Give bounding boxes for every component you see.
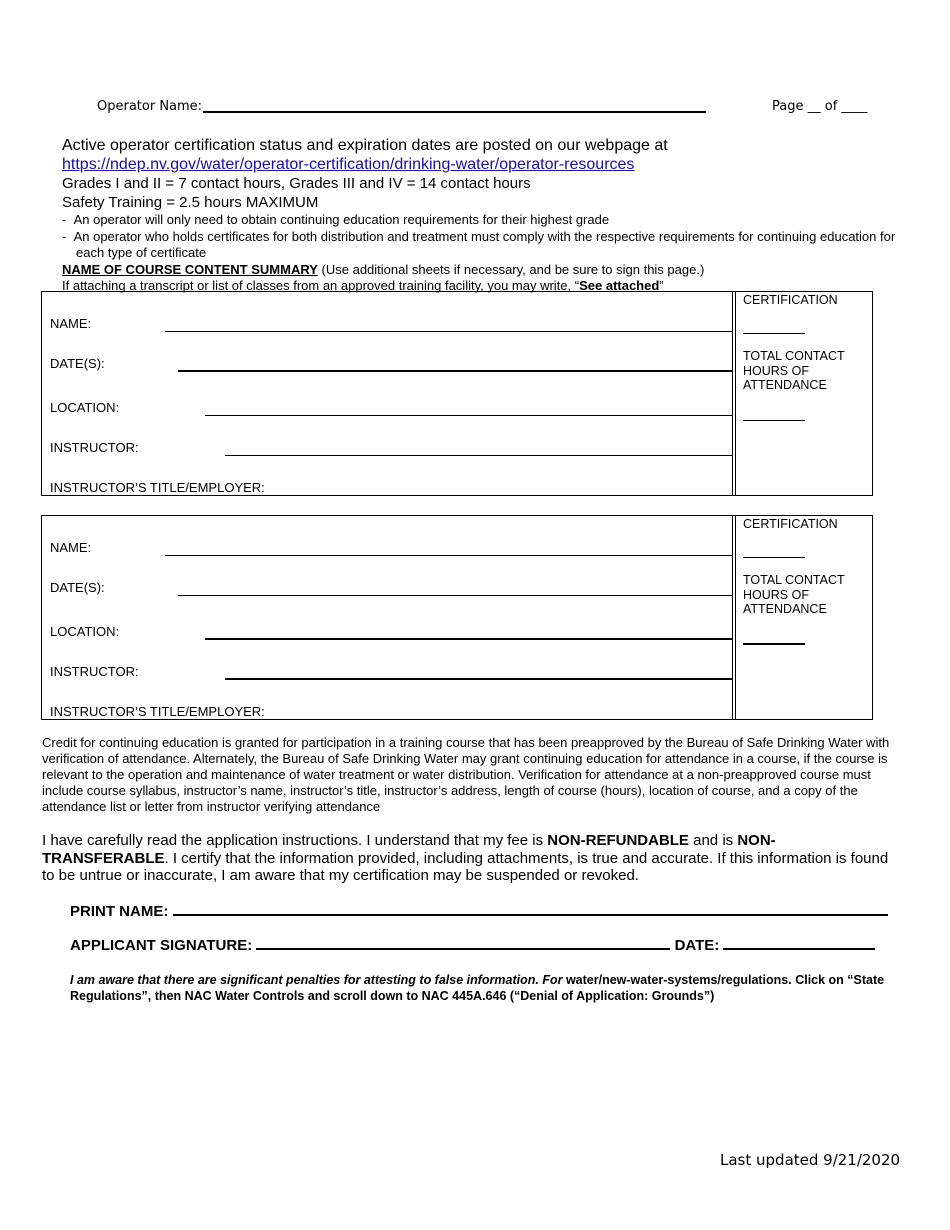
course-instructor-field[interactable] xyxy=(225,455,732,456)
course-box-2 xyxy=(41,515,873,720)
name-label: NAME: xyxy=(50,540,92,555)
summary-note: (Use additional sheets if necessary, and be sure to sign this page.) xyxy=(321,261,705,277)
resources-link[interactable]: https://ndep.nv.gov/water/operator-certification/drinking-water/operator-resources xyxy=(62,156,635,173)
location-label: LOCATION: xyxy=(50,624,120,639)
bullet-item: - An operator will only need to obtain continuing education requirements for their highest grade xyxy=(62,212,610,227)
operator-name-field[interactable] xyxy=(203,111,706,113)
instructor-label: INSTRUCTOR: xyxy=(50,664,139,679)
certification-label: CERTIFICATION xyxy=(743,293,838,307)
print-name-row xyxy=(70,903,900,920)
last-updated: Last updated 9/21/2020 xyxy=(720,1151,901,1169)
intro-section xyxy=(62,136,902,295)
certification-field[interactable] xyxy=(743,333,805,334)
hours-field[interactable] xyxy=(743,420,805,421)
course-instructor-field[interactable] xyxy=(225,678,732,680)
course-name-field[interactable] xyxy=(165,555,732,556)
applicant-signature-label: APPLICANT SIGNATURE: xyxy=(70,937,253,954)
course-box-1 xyxy=(41,291,873,496)
course-location-field[interactable] xyxy=(205,638,732,640)
course-location-field[interactable] xyxy=(205,415,732,416)
grades-text: Grades I and II = 7 contact hours, Grades III and IV = 14 contact hours xyxy=(62,175,531,192)
hours-label: TOTAL CONTACT HOURS OF ATTENDANCE xyxy=(743,349,845,392)
operator-name-label: Operator Name: xyxy=(97,99,203,114)
dates-label: DATE(S): xyxy=(50,580,105,595)
summary-heading: NAME OF COURSE CONTENT SUMMARY xyxy=(62,261,318,277)
credit-paragraph: Credit for continuing education is granted for participation in a training course that has been preapproved by the Bureau of Safe Drinking Water with verification of attendance. Alternately, the Bureau of Safe Drinking Water may grant continuing education for attendance in a course, if the course is relevant to the operation and maintenance of water treatment or water distribution. Verification for attendance at a non-preapproved course must include course syllabus, instructor’s name, instructor’s title, instructor’s address, length of course (hours), location of course, and a copy of the attendance list or letter from instructor verifying attendance xyxy=(42,735,890,814)
date-field[interactable] xyxy=(723,948,875,950)
instructor-label: INSTRUCTOR: xyxy=(50,440,139,455)
course-name-field[interactable] xyxy=(165,331,732,332)
course-dates-field[interactable] xyxy=(178,370,732,372)
certification-label: CERTIFICATION xyxy=(743,517,838,531)
location-label: LOCATION: xyxy=(50,400,120,415)
print-name-field[interactable] xyxy=(173,914,888,916)
page-number-label: Page __ of ____ xyxy=(772,99,868,114)
bullet-item: - An operator who holds certificates for both distribution and treatment must comply with the respective requirements for continuing education for each type of certificate xyxy=(62,228,896,260)
instructor-title-label: INSTRUCTOR’S TITLE/EMPLOYER: xyxy=(50,704,265,719)
print-name-label: PRINT NAME: xyxy=(70,903,169,920)
bullet-marker: - xyxy=(62,212,67,227)
safety-text: Safety Training = 2.5 hours MAXIMUM xyxy=(62,194,319,211)
name-label: NAME: xyxy=(50,316,92,331)
hours-label: TOTAL CONTACT HOURS OF ATTENDANCE xyxy=(743,573,845,616)
dates-label: DATE(S): xyxy=(50,356,105,371)
date-label: DATE: xyxy=(674,937,720,954)
instructor-title-label: INSTRUCTOR’S TITLE/EMPLOYER: xyxy=(50,480,265,495)
hours-field[interactable] xyxy=(743,643,805,645)
penalty-note: I am aware that there are significant penalties for attesting to false information. For water/new-water-systems/regulations. Click on “State Regulations”, then NAC Water Controls and scroll down to NAC 445A.646 (“Denial of Application: Grounds”) xyxy=(70,973,885,1003)
signature-row xyxy=(70,937,900,954)
applicant-signature-field[interactable] xyxy=(256,948,670,950)
certification-field[interactable] xyxy=(743,557,805,558)
bullet-marker: - xyxy=(62,228,67,244)
status-text: Active operator certification status and expiration dates are posted on our webpage at xyxy=(62,137,668,154)
certification-statement: I have carefully read the application instructions. I understand that my fee is NON-REFUNDABLE and is NON-TRANSFERABLE. I certify that the information provided, including attachments, is true and accurate. If this information is found to be untrue or inaccurate, I am aware that my certification may be suspended or revoked. xyxy=(42,832,889,884)
course-dates-field[interactable] xyxy=(178,595,732,596)
attach-note: If attaching a transcript or list of classes from an approved training facility, you may write, “See attached” xyxy=(62,278,664,293)
